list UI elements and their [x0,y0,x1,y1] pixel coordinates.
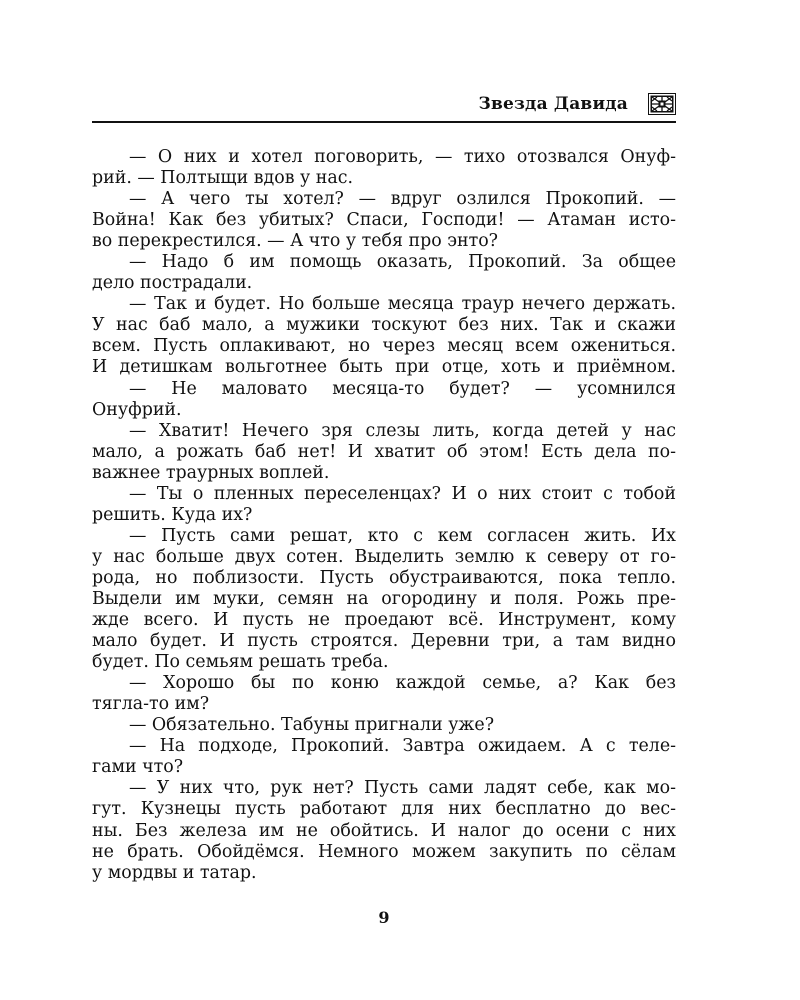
text-line: тягла-то им? [92,694,210,715]
text-line: важнее траурных воплей. [92,462,330,483]
text-line: Онуфрий. [92,399,182,420]
page-number: 9 [378,908,390,927]
text-line: И детишкам вольготнее быть при отце, хоть и приёмном. [92,357,676,378]
text-line: дело пострадали. [92,273,253,294]
text-line: всем. Пусть оплакивают, но через месяц всем ожениться. [92,336,676,357]
text-line: — О них и хотел поговорить, — тихо отозвался Онуф- [129,147,676,167]
text-line: рода, но поблизости. Пусть обустраиваются, пока тепло. [92,567,676,588]
running-header-title: Звезда Давида [478,94,628,114]
text-line: во перекрестился. — А что у тебя про энто? [92,231,498,252]
text-line: — Хватит! Нечего зря слезы лить, когда детей у нас [129,420,676,441]
text-line: будет. По семьям решать треба. [92,652,389,673]
text-line: — Обязательно. Табуны пригнали уже? [129,715,495,736]
text-line: — Так и будет. Но больше месяца траур нечего держать. [129,294,676,315]
ornament-icon [648,93,676,115]
text-line: рий. — Полтыщи вдов у нас. [92,168,353,189]
text-line: не брать. Обойдёмся. Немного можем закупить по сёлам [92,841,676,862]
text-line: Война! Как без убитых? Спаси, Господи! — Атаман исто- [92,210,676,231]
text-line: — А чего ты хотел? — вдруг озлился Прокопий. — [129,189,676,210]
text-line: у нас больше двух сотен. Выделить землю к северу от го- [92,546,676,567]
text-line: мало будет. И пусть строятся. Деревни три, а там видно [92,631,676,652]
page-text [92,147,676,884]
text-line: ны. Без железа им не обойтись. И налог до осени с них [92,820,676,841]
text-line: жде всего. И пусть не проедают всё. Инструмент, кому [92,610,676,631]
text-line: — Хорошо бы по коню каждой семье, а? Как без [129,673,676,694]
text-line: гами что? [92,757,184,778]
header-rule [92,121,676,123]
text-line: — Надо б им помощь оказать, Прокопий. За общее [129,252,676,273]
running-header [92,90,676,124]
text-line: — На подходе, Прокопий. Завтра ожидаем. А с теле- [129,736,676,757]
text-line: — Пусть сами решат, кто с кем согласен жить. Их [129,525,676,546]
text-line: — У них что, рук нет? Пусть сами ладят себе, как мо- [129,778,676,799]
text-line: У нас баб мало, а мужики тоскуют без них. Так и скажи [92,315,676,336]
text-line: гут. Кузнецы пусть работают для них бесплатно до вес- [92,799,676,820]
text-line: — Не маловато месяца-то будет? — усомнился [129,378,676,399]
text-line: мало, а рожать баб нет! И хватит об этом! Есть дела по- [92,441,676,462]
text-line: — Ты о пленных переселенцах? И о них стоит с тобой [129,483,676,504]
text-line: Выдели им муки, семян на огородину и поля. Рожь пре- [92,588,676,609]
text-line: решить. Куда их? [92,504,253,525]
text-line: у мордвы и татар. [92,862,257,883]
